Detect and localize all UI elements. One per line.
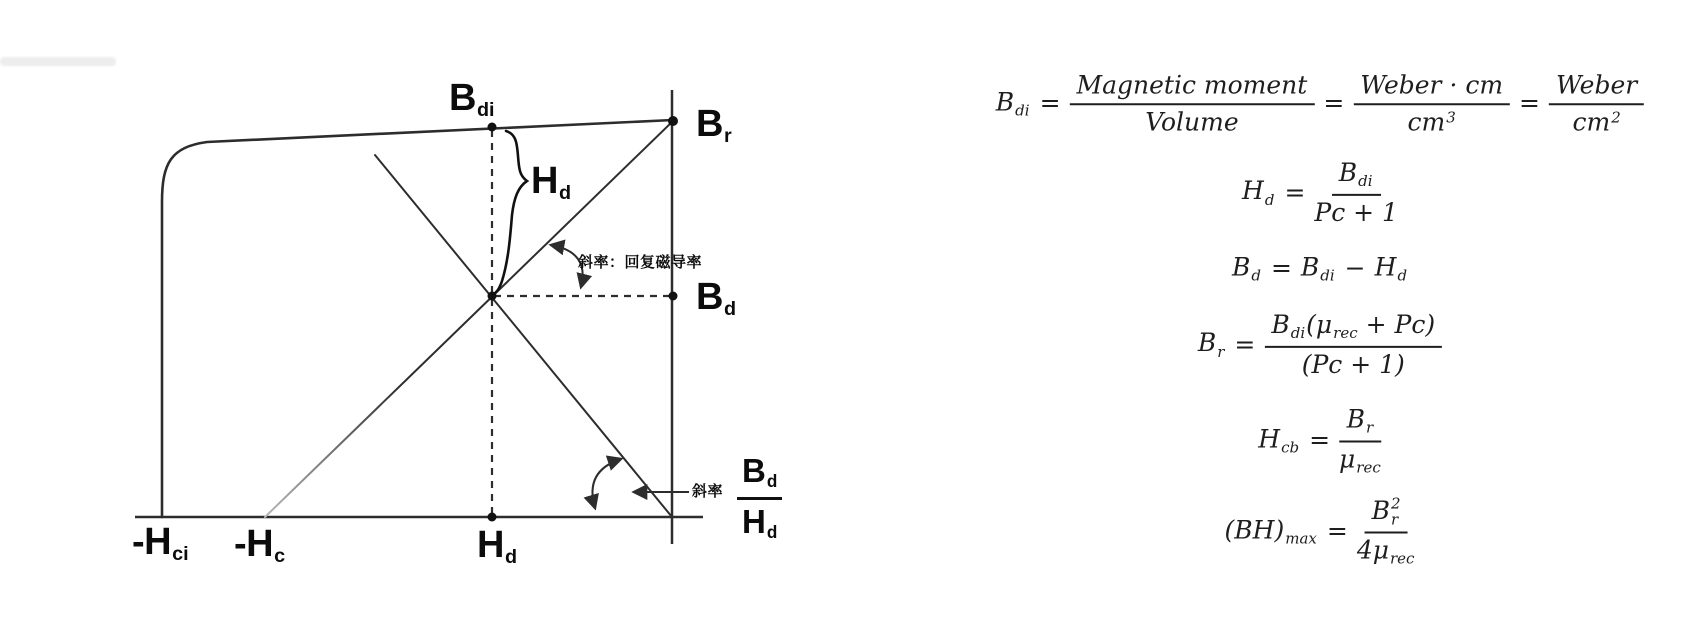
- label-slope-recoil-permeability: 斜率：回复磁导率: [578, 254, 703, 271]
- recoil-line: [265, 121, 673, 517]
- eq-lhs: $B_{di}$: [995, 87, 1030, 120]
- equation-bh-max: $(BH)_{max}$ = B 2 r $4\mu_{rec}$: [1224, 494, 1415, 568]
- label-neg-hci: $-H_{ci}$: [132, 521, 189, 565]
- load-slope-arc-arrow: [592, 459, 621, 508]
- ratio-denominator: $H_d$: [742, 502, 778, 542]
- equation-hcb: $H_{cb}$ = $\frac{B_r}{\mu_{rec}}$: [1258, 404, 1381, 477]
- equation-bd: $B_d$ = $B_{di}$ − $H_d$: [1231, 252, 1408, 285]
- fraction-br-murec: $\frac{B_r}{\mu_{rec}}$: [1339, 404, 1381, 477]
- point-hd: [488, 513, 497, 522]
- fraction-weber-cm-cm3: $\frac{\text{Weber · cm}}{cm^3}$: [1353, 71, 1510, 137]
- eq-lhs: $B_r$: [1197, 328, 1225, 361]
- label-bdi: $B_{di}$: [449, 77, 495, 121]
- load-line: [375, 155, 672, 517]
- label-bd: $B_d$: [696, 276, 737, 320]
- point-bdi: [488, 123, 497, 132]
- load-line-slope-ratio: [737, 454, 782, 541]
- eq-lhs: $B_d$: [1231, 252, 1261, 285]
- eq-lhs: $H_{cb}$: [1258, 424, 1300, 457]
- equation-br: $B_r$ = $\frac{B_{di}(\mu_{rec} + Pc)}{(Pc + 1)}$: [1198, 311, 1442, 379]
- fraction-magnetic-moment-volume: $\frac{\text{Magnetic moment}}{\text{Volume}}$: [1070, 71, 1315, 137]
- label-hd-axis: $H_d$: [477, 524, 518, 568]
- hd-brace: [492, 131, 527, 295]
- fraction-br: $\frac{B_{di}(\mu_{rec} + Pc)}{(Pc + 1)}$: [1264, 311, 1442, 379]
- label-slope: 斜率: [692, 483, 724, 500]
- point-br: [668, 116, 678, 126]
- fraction-br2-4murec: B 2 r $4\mu_{rec}$: [1356, 494, 1415, 568]
- equation-bdi-definition: $B_{di}$ = $\frac{\text{Magnetic moment}}{\text{Volume}}$ = $\frac{\text{Weber · cm}}{cm^3}$ = $\frac{\text{Weber}}{cm^2}$: [996, 71, 1644, 137]
- eq-lhs: $(BH)_{max}$: [1224, 515, 1317, 548]
- eq-lhs: $H_d$: [1242, 176, 1275, 209]
- label-br: $B_r$: [696, 103, 732, 147]
- label-hd-brace: $H_d$: [531, 160, 572, 204]
- point-bd: [669, 292, 678, 301]
- label-neg-hc: $-H_c$: [234, 523, 286, 567]
- ratio-numerator: $B_d$: [737, 454, 782, 500]
- equation-hd: $H_d$ = $\frac{B_{di}}{Pc + 1}$: [1242, 157, 1398, 227]
- fraction-bdi-pc1: $\frac{B_{di}}{Pc + 1}$: [1314, 157, 1398, 227]
- demagnetization-curve: [162, 120, 673, 517]
- fraction-weber-cm2: $\frac{\text{Weber}}{cm^2}$: [1549, 71, 1644, 137]
